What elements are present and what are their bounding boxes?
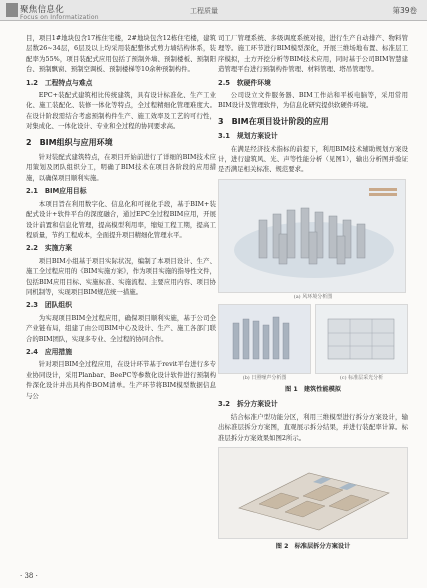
section-2-4-text: 针对项目BIM全过程应用，在设计环节基于revit平台进行多专业协同设计，采用Planbar、BeePC等参数化设计软件进行预制构件深化设计并出具构件BOM清单。生产环节将BIM模型数据信息与公: [26, 360, 216, 400]
intro-paragraph: 目，项目1#地块包含17栋住宅楼，2#地块包含12栋住宅楼，建筑层数26~34层，6层及以上均采用装配整体式剪力墙结构体系，装配率为55%，项目装配式应用包括了预制外墙、预制楼板、预制阳台、预制飘窗、预制空调板、预制楼梯等10余种预制构件。: [26, 34, 216, 74]
figure-1: [218, 179, 408, 395]
section-2-5-text: 公司设立文件服务器、BIM工作站和平板电脑等，采用常用BIM设计及管理软件，为信息化研究提供软硬件环境。: [218, 91, 408, 110]
sunlight-noise-image: [218, 304, 311, 374]
wind-analysis-image: [218, 179, 406, 293]
section-2-text: 针对装配式建筑特点，在项目开始前进行了详细的BIM技术应用策划及团队组织分工，明确了BIM技术在项目各阶段的应用措施，以确保项目顺利实施。: [26, 153, 216, 182]
figure-2-caption: 图 2 标准层拆分方案设计: [275, 542, 351, 550]
volume-label: 第39卷: [392, 6, 417, 15]
section-3-2-text: 结合标准户型功能分区，利用三维模型进行拆分方案设计，输出标准层拆分方案图，直观展示拆分结果，并进行装配率计算。标准层拆分方案效果如图2所示。: [218, 412, 408, 442]
journal-title: 聚焦信息化: [20, 5, 65, 15]
section-1-2-title: 1.2 工程特点与难点: [26, 78, 93, 87]
section-3-2-title: 3.2 拆分方案设计: [218, 400, 278, 409]
section-2-2-text: 项目BIM小组基于项目实际状况，编制了本项目设计、生产、施工全过程应用的《BIM实施方案》，作为项目实施的指导性文件，包括BIM应用目标、实施标准、实施流程、主要应用内容、项目协同机制等，实现项目BIM规范统一措施。: [26, 256, 216, 296]
section-3-1-text: 在满足经济技术指标的前提下，利用BIM技术辅助规划方案设计，进行建筑风、光、声等性能分析（见图1），输出分析图并验证是否满足相关标准、规范要求。: [218, 144, 408, 174]
continued-paragraph: 司工厂管理系统、多级调度系统对接，进行生产自动排产、物料管理等。施工环节进行BIM模型深化，开展三维场地布置、标准层工序模拟，土方开挖分析等BIM技术应用，同时基于公司BIM智慧建造管理平台进行预制构件管理、材料管理、塔吊管理等。: [218, 34, 408, 74]
section-2-3-text: 为实现项目BIM全过程应用，确保项目顺利实施，基于公司全产业链布局，组建了由公司BIM中心及设计、生产、施工各部门联合的BIM团队，实现多专业、全过程的协同合作。: [26, 313, 216, 343]
section-2-title: 2 BIM组织与应用环境: [26, 137, 113, 147]
section-2-1-text: 本项目旨在利用数字化、信息化和可视化手段，基于BIM+装配式设计+软件平台的深度融合，通过EPC全过程BIM应用，开展设计前置和信息化管理，提高模型利用率，缩短工程工期，提高工程质量，节约工程成本，全面提升项目精细化管理水平。: [26, 199, 216, 239]
section-2-3-title: 2.3 团队组织: [26, 301, 73, 310]
section-2-1-title: 2.1 BIM应用目标: [26, 187, 87, 196]
floor-split-image: [218, 447, 408, 539]
page-number: · 38 ·: [20, 572, 38, 580]
section-1-2-text: EPC+装配式建筑相比传统建筑，具有设计标准化、生产工业化、施工装配化、装修一体化等特点，全过程精细化管理难度大。在设计阶段需结合考虑预制构件生产、施工效率及工艺的可行性，对集成化、一体化设计、专业和全过程的协同要求高。: [26, 91, 216, 131]
figure-1b-caption: (b) 日照噪声分析图: [242, 374, 287, 381]
left-column: [26, 33, 216, 401]
section-3-title: 3 BIM在项目设计阶段的应用: [218, 116, 329, 126]
section-2-4-title: 2.4 应用措施: [26, 347, 73, 356]
section-3-1-title: 3.1 规划方案设计: [218, 132, 278, 141]
daylight-analysis-image: [315, 304, 408, 374]
section-2-2-title: 2.2 实施方案: [26, 244, 73, 253]
figure-1-caption: 图 1 建筑性能模拟: [285, 385, 341, 393]
page-header: [0, 0, 427, 28]
magazine-name: 工程质量: [190, 7, 218, 15]
figure-1a-caption: (a) 风环境分析图: [293, 293, 333, 300]
journal-subtitle: Focus on Informatization: [20, 14, 99, 21]
right-column: [218, 33, 408, 556]
section-2-5-title: 2.5 软硬件环境: [218, 78, 271, 87]
figure-1c-caption: (c) 标准层采光分析: [339, 374, 384, 381]
journal-logo-icon: [6, 3, 18, 17]
